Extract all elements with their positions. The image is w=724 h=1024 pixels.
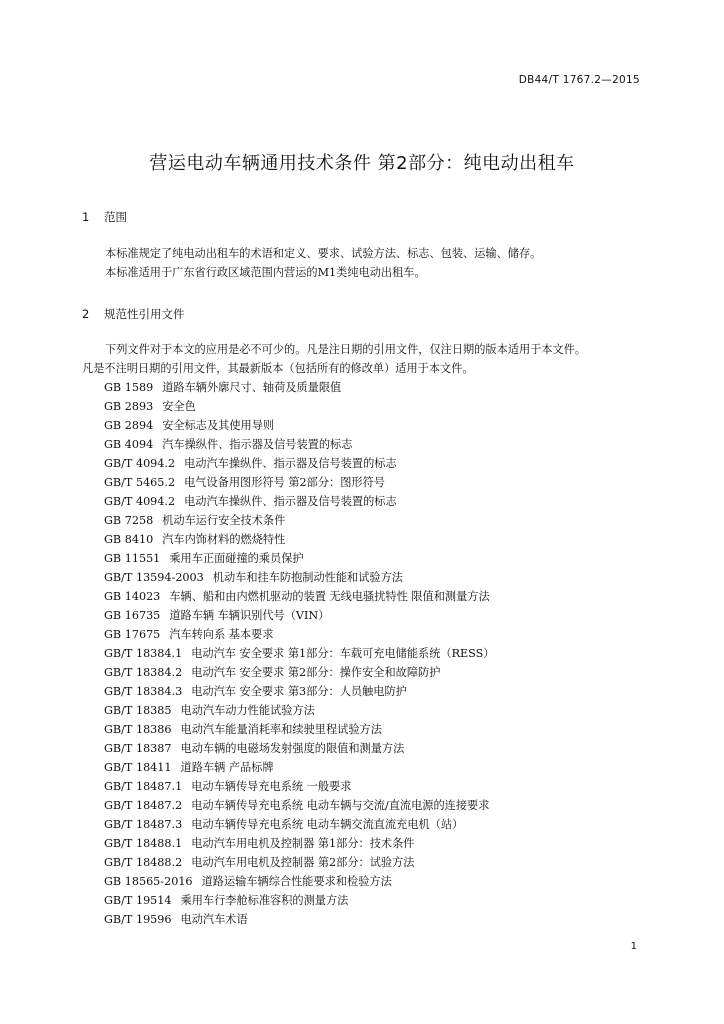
reference-code: GB/T 18411 xyxy=(104,761,172,774)
reference-item xyxy=(104,397,494,416)
reference-code: GB 18565-2016 xyxy=(104,875,193,888)
reference-title: 电动汽车能量消耗率和续驶里程试验方法 xyxy=(180,723,382,736)
reference-item xyxy=(104,758,494,777)
reference-code: GB/T 13594-2003 xyxy=(104,571,204,584)
reference-code: GB 8410 xyxy=(104,533,154,546)
reference-code: GB 2894 xyxy=(104,419,154,432)
section-2-intro-line: 凡是不注明日期的引用文件，其最新版本（包括所有的修改单）适用于本文件。 xyxy=(82,362,474,375)
reference-title: 乘用车行李舱标准容积的测量方法 xyxy=(180,894,349,907)
reference-title: 电动车辆传导充电系统 电动车辆与交流/直流电源的连接要求 xyxy=(191,799,490,812)
reference-item xyxy=(104,625,494,644)
reference-title: 机动车和挂车防抱制动性能和试验方法 xyxy=(212,571,403,584)
reference-item xyxy=(104,473,494,492)
reference-code: GB/T 4094.2 xyxy=(104,457,176,470)
section-2-heading xyxy=(82,306,185,322)
reference-item xyxy=(104,663,494,682)
reference-title: 汽车内饰材料的燃烧特性 xyxy=(162,533,286,546)
reference-code: GB/T 18488.1 xyxy=(104,837,183,850)
reference-item xyxy=(104,796,494,815)
reference-code: GB 2893 xyxy=(104,400,154,413)
section-1-paragraph: 本标准适用于广东省行政区域范围内营运的M1类纯电动出租车。 xyxy=(105,266,426,279)
reference-title: 电动车辆传导充电系统 一般要求 xyxy=(191,780,352,793)
reference-item xyxy=(104,891,494,910)
reference-title: 电动汽车术语 xyxy=(180,913,248,926)
normative-references-list xyxy=(104,378,494,929)
reference-title: 电动汽车 安全要求 第3部分：人员触电防护 xyxy=(191,685,407,698)
reference-item xyxy=(104,834,494,853)
reference-item xyxy=(104,454,494,473)
reference-code: GB/T 18488.2 xyxy=(104,856,183,869)
reference-title: 车辆、船和由内燃机驱动的装置 无线电骚扰特性 限值和测量方法 xyxy=(169,590,490,603)
reference-title: 电动汽车动力性能试验方法 xyxy=(180,704,315,717)
reference-item xyxy=(104,435,494,454)
reference-item xyxy=(104,777,494,796)
reference-code: GB/T 18387 xyxy=(104,742,172,755)
document-title: 营运电动车辆通用技术条件 第2部分：纯电动出租车 xyxy=(149,153,575,174)
reference-item xyxy=(104,492,494,511)
section-2-intro xyxy=(82,340,662,378)
reference-code: GB/T 18487.3 xyxy=(104,818,183,831)
reference-title: 电动汽车操纵件、指示器及信号装置的标志 xyxy=(184,457,397,470)
reference-item xyxy=(104,549,494,568)
reference-title: 电动汽车 安全要求 第2部分：操作安全和故障防护 xyxy=(191,666,441,679)
reference-item xyxy=(104,568,494,587)
reference-code: GB/T 18384.3 xyxy=(104,685,183,698)
reference-code: GB 1589 xyxy=(104,381,154,394)
reference-item xyxy=(104,720,494,739)
reference-item xyxy=(104,587,494,606)
reference-title: 汽车操纵件、指示器及信号装置的标志 xyxy=(162,438,353,451)
reference-title: 电动车辆传导充电系统 电动车辆交流直流充电机（站） xyxy=(191,818,464,831)
reference-code: GB/T 4094.2 xyxy=(104,495,176,508)
reference-code: GB/T 19596 xyxy=(104,913,172,926)
reference-title: 道路车辆外廓尺寸、轴荷及质量限值 xyxy=(162,381,342,394)
reference-title: 安全标志及其使用导则 xyxy=(162,419,275,432)
reference-title: 道路运输车辆综合性能要求和检验方法 xyxy=(201,875,392,888)
section-2-number: 2 xyxy=(82,307,90,321)
reference-title: 道路车辆 车辆识别代号（VIN） xyxy=(169,609,330,622)
reference-item xyxy=(104,511,494,530)
reference-item xyxy=(104,416,494,435)
reference-item xyxy=(104,530,494,549)
reference-title: 道路车辆 产品标牌 xyxy=(180,761,274,774)
reference-item xyxy=(104,701,494,720)
reference-code: GB/T 18386 xyxy=(104,723,172,736)
reference-code: GB/T 18487.2 xyxy=(104,799,183,812)
document-code: DB44/T 1767.2—2015 xyxy=(518,74,640,86)
reference-item xyxy=(104,872,494,891)
reference-title: 电动汽车用电机及控制器 第1部分：技术条件 xyxy=(191,837,415,850)
reference-title: 汽车转向系 基本要求 xyxy=(169,628,274,641)
reference-code: GB/T 18385 xyxy=(104,704,172,717)
reference-code: GB/T 18384.1 xyxy=(104,647,183,660)
reference-code: GB/T 5465.2 xyxy=(104,476,176,489)
reference-item xyxy=(104,910,494,929)
reference-code: GB/T 18384.2 xyxy=(104,666,183,679)
reference-code: GB 4094 xyxy=(104,438,154,451)
section-2-intro-line: 下列文件对于本文的应用是必不可少的。凡是注日期的引用文件，仅注日期的版本适用于本文件。 xyxy=(105,343,587,356)
reference-title: 机动车运行安全技术条件 xyxy=(162,514,286,527)
reference-title: 安全色 xyxy=(162,400,196,413)
reference-title: 乘用车正面碰撞的乘员保护 xyxy=(169,552,304,565)
reference-code: GB/T 18487.1 xyxy=(104,780,183,793)
reference-title: 电动车辆的电磁场发射强度的限值和测量方法 xyxy=(180,742,405,755)
reference-item xyxy=(104,644,494,663)
reference-title: 电动汽车 安全要求 第1部分：车载可充电储能系统（RESS） xyxy=(191,647,495,660)
reference-code: GB 17675 xyxy=(104,628,161,641)
reference-code: GB/T 19514 xyxy=(104,894,172,907)
section-1-title: 范围 xyxy=(104,210,127,224)
reference-item xyxy=(104,739,494,758)
reference-code: GB 14023 xyxy=(104,590,161,603)
reference-item xyxy=(104,378,494,397)
page-number: 1 xyxy=(630,941,637,952)
reference-item xyxy=(104,682,494,701)
reference-code: GB 16735 xyxy=(104,609,161,622)
section-1-body xyxy=(82,244,662,282)
reference-title: 电动汽车用电机及控制器 第2部分：试验方法 xyxy=(191,856,415,869)
reference-code: GB 11551 xyxy=(104,552,161,565)
section-1-number: 1 xyxy=(82,210,90,224)
reference-item xyxy=(104,815,494,834)
reference-title: 电动汽车操纵件、指示器及信号装置的标志 xyxy=(184,495,397,508)
reference-item xyxy=(104,606,494,625)
section-1-heading xyxy=(82,209,127,225)
reference-title: 电气设备用图形符号 第2部分：图形符号 xyxy=(184,476,385,489)
reference-item xyxy=(104,853,494,872)
reference-code: GB 7258 xyxy=(104,514,154,527)
section-2-title: 规范性引用文件 xyxy=(104,307,185,321)
section-1-paragraph: 本标准规定了纯电动出租车的术语和定义、要求、试验方法、标志、包装、运输、储存。 xyxy=(105,247,542,260)
